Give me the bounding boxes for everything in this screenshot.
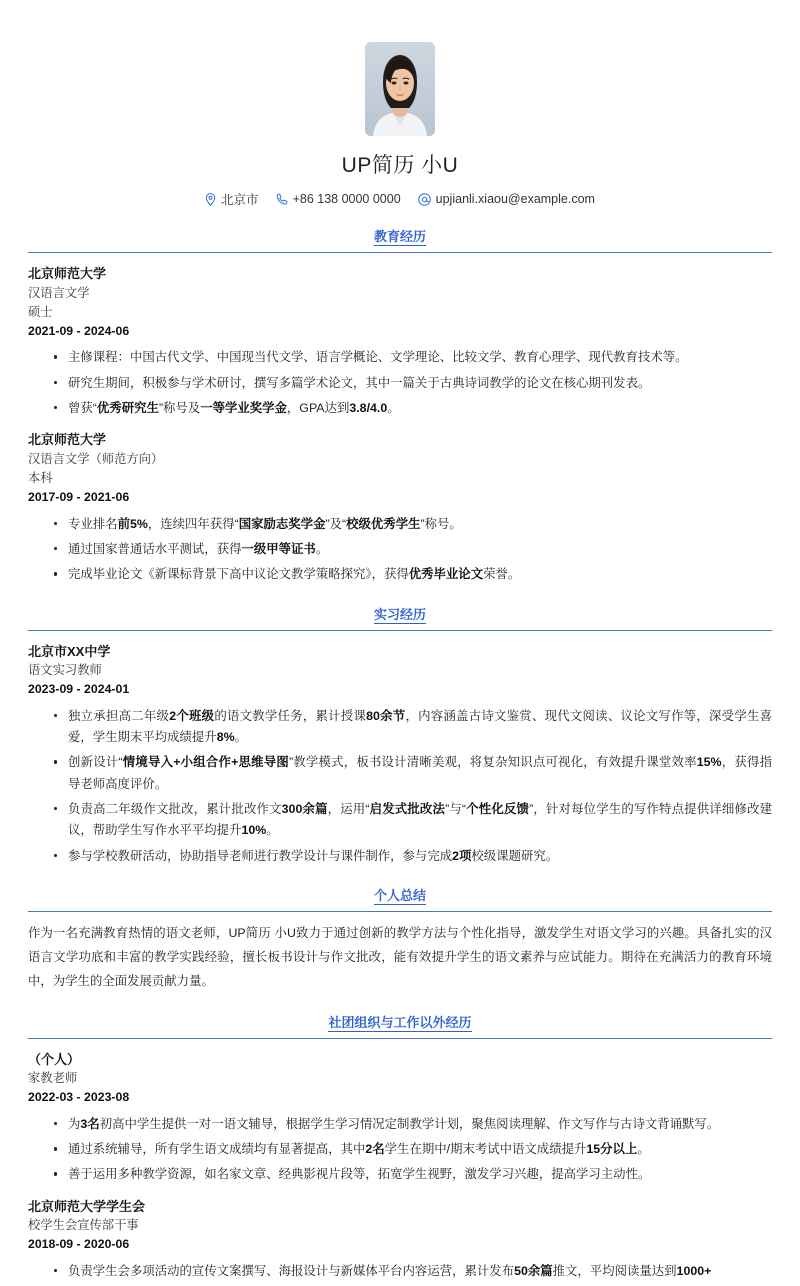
entry-bullets	[28, 514, 772, 586]
avatar	[365, 42, 435, 136]
list-item: 通过系统辅导，所有学生语文成绩均有显著提高，其中2名学生在期中/期末考试中语文成绩提升15分以上。	[54, 1139, 772, 1160]
list-item: 创新设计“情境导入+小组合作+思维导图”教学模式，板书设计清晰美观，将复杂知识点可视化，有效提升课堂效率15%，获得指导老师高度评价。	[54, 752, 772, 795]
contact-row	[28, 190, 772, 208]
list-item: 曾获“优秀研究生”称号及一等学业奖学金，GPA达到3.8/4.0。	[54, 398, 772, 419]
internship-entry	[28, 642, 772, 868]
entry-date: 2021-09 - 2024-06	[28, 323, 130, 338]
entry-major: 汉语言文学（师范方向）	[28, 451, 164, 466]
list-item: 负责学生会多项活动的宣传文案撰写、海报设计与新媒体平台内容运营，累计发布50余篇推文，平均阅读量达到1000+	[54, 1261, 772, 1282]
list-item: 独立承担高二年级2个班级的语文教学任务，累计授课80余节，内容涵盖古诗文鉴赏、现代文阅读、议论文写作等，深受学生喜爱，学生期末平均成绩提升8%。	[54, 706, 772, 749]
section-activities	[28, 1012, 772, 1283]
section-divider	[28, 252, 772, 253]
section-divider	[28, 1038, 772, 1039]
entry-date: 2023-09 - 2024-01	[28, 682, 130, 697]
phone-icon	[276, 193, 288, 206]
summary-paragraph: 作为一名充满教育热情的语文老师，UP简历 小U致力于通过创新的教学方法与个性化指导，激发学生对语文学习的兴趣。具备扎实的汉语言文学功底和丰富的教学实践经验，擅长板书设计与作文批改，能有效提升学生的语文素养与应试能力。期待在充满活力的教育环境中，为学生的全面发展贡献力量。	[28, 926, 772, 989]
contact-phone-text: +86 138 0000 0000	[292, 192, 401, 206]
section-heading	[28, 604, 772, 625]
entry-organization: 北京师范大学	[28, 266, 107, 281]
contact-phone	[276, 192, 401, 206]
activity-entry	[28, 1197, 772, 1283]
contact-email-text: upjianli.xiaou@example.com	[435, 192, 595, 206]
education-entry	[28, 430, 772, 585]
entry-date: 2022-03 - 2023-08	[28, 1090, 130, 1105]
entry-major: 汉语言文学	[28, 285, 90, 300]
section-divider	[28, 911, 772, 912]
entry-bullets	[28, 347, 772, 419]
entry-bullets	[28, 1114, 772, 1186]
entry-bullets	[28, 1261, 772, 1282]
entry-degree: 硕士	[28, 304, 53, 319]
entry-role: 语文实习教师	[28, 663, 102, 677]
entry-bullets	[28, 706, 772, 867]
list-item: 主修课程：中国古代文学、中国现当代文学、语言学概论、文学理论、比较文学、教育心理学、现代教育技术等。	[54, 347, 772, 368]
entry-organization: 北京师范大学学生会	[28, 1198, 146, 1214]
entry-organization: （个人）	[28, 1051, 81, 1067]
list-item: 参与学校教研活动，协助指导老师进行教学设计与课件制作，参与完成2项校级课题研究。	[54, 846, 772, 867]
section-heading-text: 社团组织与工作以外经历	[328, 1014, 472, 1030]
entry-degree: 本科	[28, 470, 53, 485]
list-item: 善于运用多种教学资源，如名家文章、经典影视片段等，拓宽学生视野，激发学习兴趣，提高学习主动性。	[54, 1164, 772, 1185]
contact-location-text: 北京市	[221, 193, 259, 207]
location-icon	[205, 193, 216, 206]
section-divider	[28, 630, 772, 631]
contact-email	[418, 192, 595, 206]
section-internship	[28, 604, 772, 868]
page-title: UP简历 小U	[341, 154, 459, 177]
section-heading-text: 个人总结	[373, 888, 426, 904]
education-entry	[28, 264, 772, 419]
email-icon	[418, 193, 431, 206]
section-summary	[28, 885, 772, 994]
entry-date: 2018-09 - 2020-06	[28, 1237, 130, 1252]
list-item: 负责高二年级作文批改，累计批改作文300余篇，运用“启发式批改法”与“个性化反馈”，针对每位学生的写作特点提供详细修改建议，帮助学生写作水平平均提升10%。	[54, 799, 772, 842]
list-item: 为3名初高中学生提供一对一语文辅导，根据学生学习情况定制教学计划，聚焦阅读理解、作文写作与古诗文背诵默写。	[54, 1114, 772, 1135]
section-education	[28, 226, 772, 586]
entry-role: 家教老师	[28, 1071, 78, 1086]
list-item: 专业排名前5%，连续四年获得“国家励志奖学金”及“校级优秀学生”称号。	[54, 514, 772, 535]
entry-role: 校学生会宣传部干事	[28, 1218, 139, 1233]
list-item: 完成毕业论文《新课标背景下高中议论文教学策略探究》，获得优秀毕业论文荣誉。	[54, 564, 772, 585]
section-heading	[28, 226, 772, 247]
list-item: 研究生期间，积极参与学术研讨，撰写多篇学术论文，其中一篇关于古典诗词教学的论文在核心期刊发表。	[54, 373, 772, 394]
section-heading	[28, 1012, 772, 1033]
section-heading-text: 教育经历	[373, 229, 426, 244]
resume-header	[28, 30, 772, 208]
section-heading-text: 实习经历	[373, 606, 426, 622]
entry-organization: 北京师范大学	[28, 432, 107, 448]
list-item: 通过国家普通话水平测试，获得一级甲等证书。	[54, 539, 772, 560]
section-heading	[28, 885, 772, 906]
contact-location	[205, 190, 259, 208]
entry-date: 2017-09 - 2021-06	[28, 489, 130, 504]
activity-entry	[28, 1050, 772, 1186]
entry-organization: 北京市XX中学	[28, 643, 111, 659]
